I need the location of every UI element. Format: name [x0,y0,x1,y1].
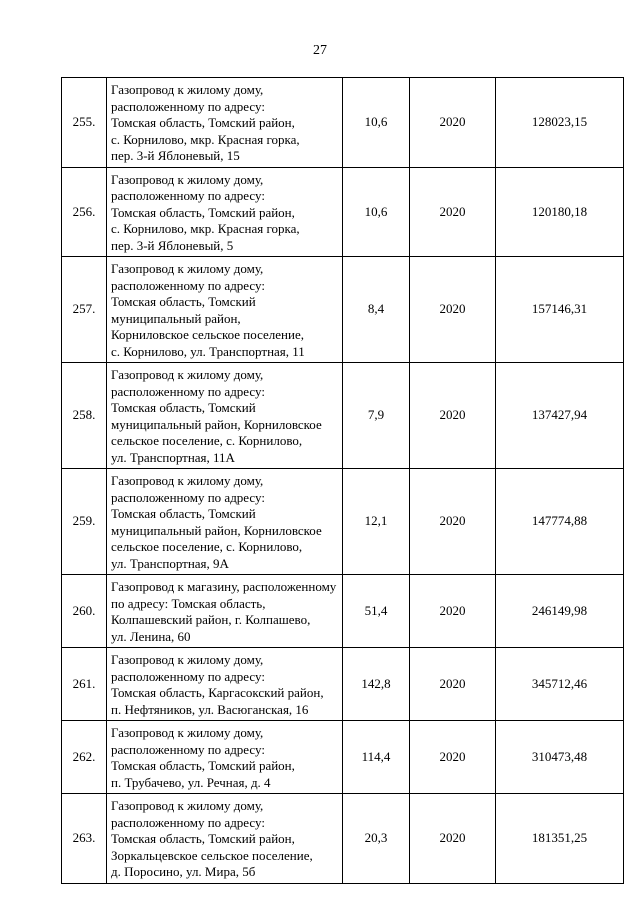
object-description-cell [107,167,343,257]
description-line: Газопровод к жилому дому, [111,652,264,667]
row-number-cell: 262. [62,721,107,794]
description-line: расположенному по адресу: [111,383,265,399]
length-cell: 20,3 [343,794,410,884]
description-line: сельское поселение, с. Корнилово, [111,539,303,554]
description-line: муниципальный район, Корниловское [111,416,322,432]
year-cell: 2020 [410,575,496,648]
table-row [62,167,624,257]
length-cell: 114,4 [343,721,410,794]
table-row [62,78,624,168]
object-description-cell [107,257,343,363]
length-cell: 8,4 [343,257,410,363]
length-cell: 10,6 [343,167,410,257]
description-line: сельское поселение, с. Корнилово, [111,433,303,448]
description-line: Томская область, Томский район, [111,204,295,220]
description-line: по адресу: Томская область, [111,595,266,611]
row-number-cell: 258. [62,363,107,469]
year-cell: 2020 [410,363,496,469]
description-line: Газопровод к жилому дому, [111,261,264,276]
description-line: расположенному по адресу: [111,741,265,757]
row-number-cell: 263. [62,794,107,884]
description-line: расположенному по адресу: [111,277,265,293]
table-row [62,469,624,575]
description-line: Томская область, Томский [111,400,256,415]
description-line: Томская область, Томский [111,294,256,309]
gas-pipeline-registry-table [61,77,624,884]
year-cell: 2020 [410,648,496,721]
description-line: Томская область, Томский [111,506,256,521]
row-number-cell: 259. [62,469,107,575]
table-body [62,78,624,884]
length-cell: 51,4 [343,575,410,648]
length-cell: 10,6 [343,78,410,168]
length-cell: 142,8 [343,648,410,721]
description-line: расположенному по адресу: [111,188,265,203]
table-row [62,794,624,884]
row-number-cell: 257. [62,257,107,363]
length-cell: 12,1 [343,469,410,575]
description-line: муниципальный район, [111,310,241,326]
year-cell: 2020 [410,469,496,575]
year-cell: 2020 [410,794,496,884]
description-line: Газопровод к жилому дому, [111,798,264,813]
table-row [62,575,624,648]
cost-cell: 345712,46 [496,648,624,721]
object-description-cell [107,575,343,648]
description-line: Томская область, Каргасокский район, [111,685,324,700]
cost-cell: 157146,31 [496,257,624,363]
year-cell: 2020 [410,78,496,168]
description-line: расположенному по адресу: [111,668,265,684]
table-row [62,721,624,794]
description-line: Газопровод к жилому дому, [111,725,264,740]
cost-cell: 181351,25 [496,794,624,884]
description-line: пер. 3-й Яблоневый, 5 [111,237,234,253]
description-line: расположенному по адресу: [111,814,265,830]
description-line: Газопровод к жилому дому, [111,473,264,488]
description-line: Томская область, Томский район, [111,831,295,846]
object-description-cell [107,794,343,884]
row-number-cell: 260. [62,575,107,648]
description-line: Зоркальцевское сельское поселение, [111,847,313,863]
cost-cell: 246149,98 [496,575,624,648]
object-description-cell [107,78,343,168]
cost-cell: 137427,94 [496,363,624,469]
cost-cell: 128023,15 [496,78,624,168]
description-line: Газопровод к жилому дому, [111,82,264,97]
row-number-cell: 261. [62,648,107,721]
row-number-cell: 256. [62,167,107,257]
description-line: п. Нефтяников, ул. Васюганская, 16 [111,701,309,717]
description-line: Колпашевский район, г. Колпашево, [111,612,311,627]
description-line: расположенному по адресу: [111,489,265,505]
object-description-cell [107,721,343,794]
description-line: ул. Транспортная, 11А [111,449,235,465]
description-line: Газопровод к жилому дому, [111,367,264,382]
description-line: с. Корнилово, ул. Транспортная, 11 [111,343,305,359]
year-cell: 2020 [410,167,496,257]
description-line: д. Поросино, ул. Мира, 5б [111,864,256,879]
description-line: ул. Транспортная, 9А [111,555,229,571]
year-cell: 2020 [410,257,496,363]
description-line: Томская область, Томский район, [111,115,295,130]
description-line: пер. 3-й Яблоневый, 15 [111,148,240,163]
table-row [62,648,624,721]
cost-cell: 120180,18 [496,167,624,257]
length-cell: 7,9 [343,363,410,469]
year-cell: 2020 [410,721,496,794]
description-line: Газопровод к магазину, расположенному [111,579,337,594]
description-line: расположенному по адресу: [111,98,265,114]
table-row [62,363,624,469]
object-description-cell [107,648,343,721]
description-line: муниципальный район, Корниловское [111,522,322,538]
description-line: Газопровод к жилому дому, [111,171,264,187]
cost-cell: 310473,48 [496,721,624,794]
table-row [62,257,624,363]
description-line: ул. Ленина, 60 [111,628,191,644]
description-line: Томская область, Томский район, [111,758,295,773]
description-line: с. Корнилово, мкр. Красная горка, [111,131,300,147]
description-line: Корниловское сельское поселение, [111,327,304,342]
description-line: с. Корнилово, мкр. Красная горка, [111,221,300,236]
description-line: п. Трубачево, ул. Речная, д. 4 [111,774,271,790]
object-description-cell [107,363,343,469]
page-number: 27 [313,43,327,58]
cost-cell: 147774,88 [496,469,624,575]
object-description-cell [107,469,343,575]
row-number-cell: 255. [62,78,107,168]
